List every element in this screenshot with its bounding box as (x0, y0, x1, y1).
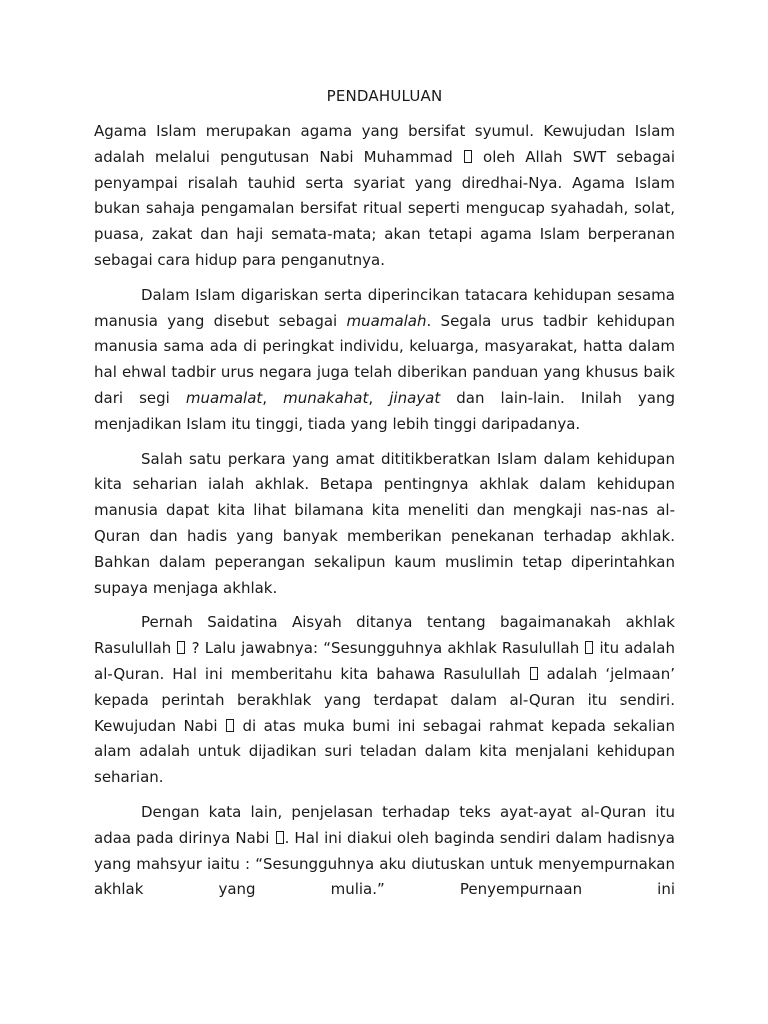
paragraph-text: Agama Islam merupakan agama yang bersifat syumul. Kewujudan Islam adalah melalui pengutusan Nabi Muhammad (94, 122, 675, 166)
missing-glyph-icon (276, 831, 284, 844)
paragraph-text: oleh Allah SWT sebagai penyampai risalah tauhid serta syariat yang diredhai-Nya. Agama Islam bukan sahaja pengamalan bersifat ritual seperti mengucap syahadah, solat, puasa, zakat dan haji semata-mata; akan tetapi agama Islam berperanan sebagai cara hidup para penganutnya. (94, 147, 675, 269)
missing-glyph-icon (226, 719, 234, 732)
document-body (94, 119, 675, 903)
paragraph-text: di atas muka bumi ini sebagai rahmat kepada sekalian alam adalah untuk dijadikan suri teladan dalam kita menjalani kehidupan seharian. (94, 716, 675, 787)
italic-term: muamalah (346, 311, 427, 330)
paragraph-text: . Hal ini diakui oleh baginda sendiri dalam hadisnya yang mahsyur iaitu : “Sesungguhnya aku diutuskan untuk menyempurnakan akhlak yang mulia.” Penyempurnaan ini (94, 828, 675, 899)
paragraph-text: Dengan kata lain, penjelasan terhadap teks ayat-ayat al-Quran itu adaa pada dirinya Nabi (94, 802, 675, 847)
paragraph-text: dan lain-lain. Inilah yang menjadikan Islam itu tinggi, tiada yang lebih tinggi daripadanya. (94, 388, 675, 433)
missing-glyph-icon (464, 150, 472, 163)
italic-term: munakahat (283, 388, 369, 407)
paragraph (94, 447, 675, 602)
paragraph-text: adalah ‘jelmaan’ kepada perintah berakhlak yang terdapat dalam al-Quran itu sendiri. Kewujudan Nabi (94, 664, 675, 735)
paragraph-text: ? Lalu jawabnya: “Sesungguhnya akhlak Rasulullah (186, 639, 585, 658)
paragraph (94, 119, 675, 274)
italic-term: muamalat (185, 388, 263, 407)
paragraph-text: , (368, 388, 390, 407)
document-page (94, 86, 675, 912)
paragraph-text: Pernah Saidatina Aisyah ditanya tentang bagaimanakah akhlak Rasulullah (94, 613, 675, 658)
paragraph-text: , (262, 388, 284, 407)
missing-glyph-icon (177, 641, 185, 654)
paragraph-text: itu adalah al-Quran. Hal ini memberitahu kita bahawa Rasulullah (94, 639, 675, 683)
paragraph-text: . Segala urus tadbir kehidupan manusia sama ada di peringkat individu, keluarga, masyarakat, hatta dalam hal ehwal tadbir urus negara juga telah diberikan panduan yang khusus baik dari segi (94, 311, 675, 407)
paragraph (94, 283, 675, 438)
paragraph-text: Dalam Islam digariskan serta diperincikan tatacara kehidupan sesama manusia yang disebut sebagai (94, 285, 675, 330)
missing-glyph-icon (585, 641, 593, 654)
paragraph (94, 800, 675, 903)
paragraph-text: Salah satu perkara yang amat dititikberatkan Islam dalam kehidupan kita seharian ialah akhlak. Betapa pentingnya akhlak dalam kehidupan manusia dapat kita lihat bilamana kita meneliti dan mengkaji nas-nas al-Quran dan hadis yang banyak memberikan penekanan terhadap akhlak. Bahkan dalam peperangan sekalipun kaum muslimin tetap diperintahkan supaya menjaga akhlak. (94, 449, 675, 597)
document-title: PENDAHULUAN (326, 87, 443, 105)
italic-term: jinayat (389, 388, 441, 407)
missing-glyph-icon (530, 667, 538, 680)
paragraph (94, 610, 675, 791)
